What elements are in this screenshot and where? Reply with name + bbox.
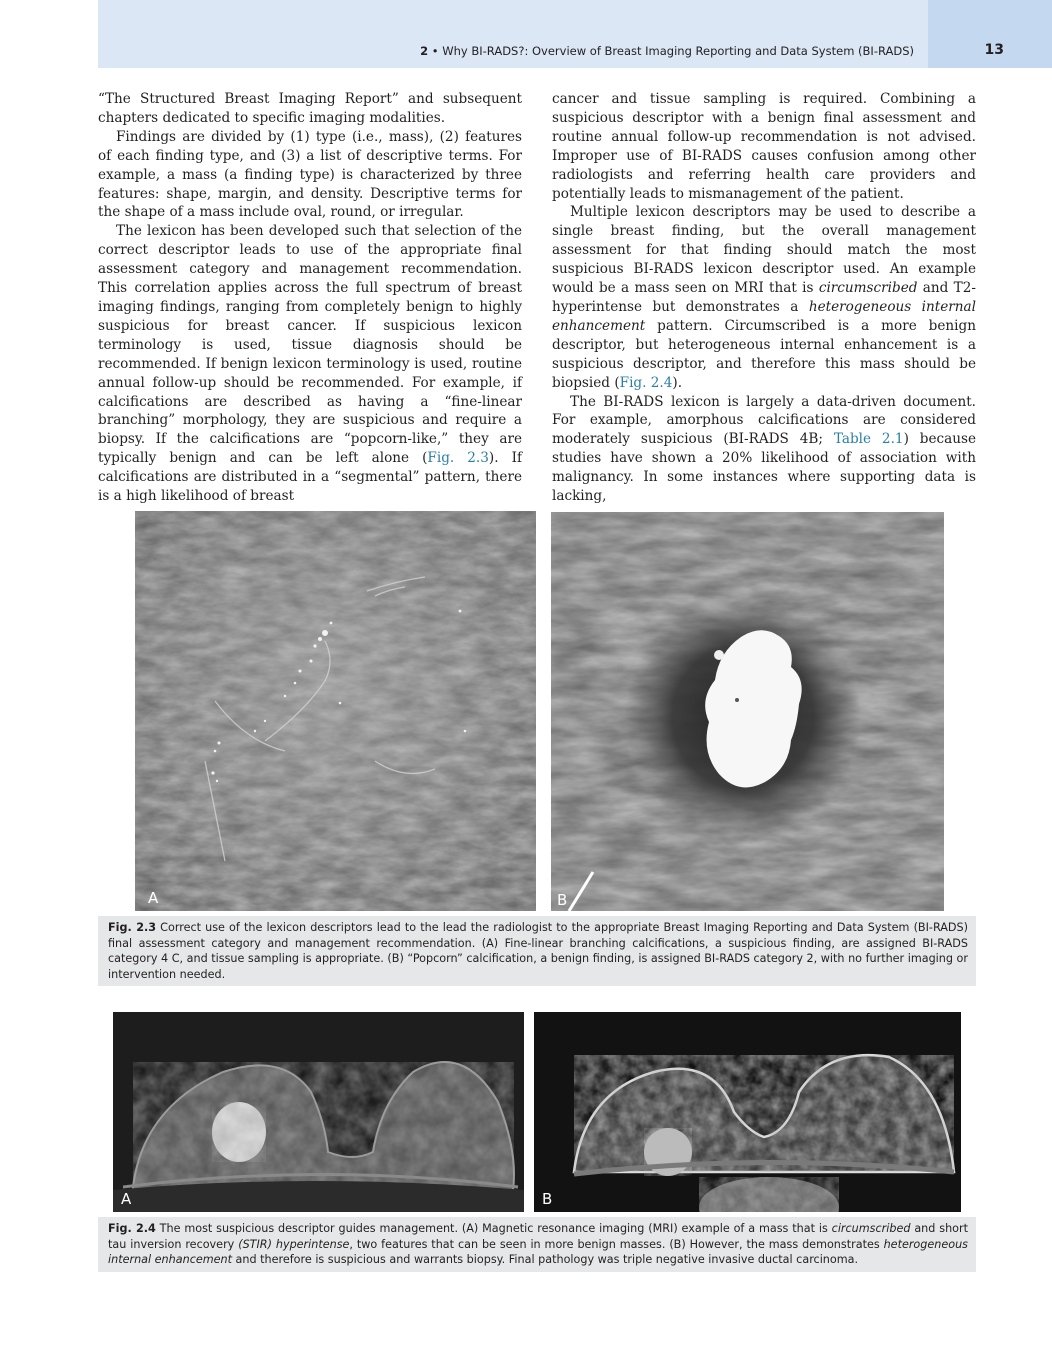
- figure-label: Fig. 2.3: [108, 921, 157, 934]
- caption-text: Correct use of the lexicon descriptors lead to the lead the radiologist to the appropriate Breast Imaging Reporting and Data System (BI-RADS) final assessment category and management recommendation. (A) Fine-linear branching calcifications, a suspicious finding, are assigned BI-RADS category 4 C, and tissue sampling is appropriate. (B) “Popcorn” calcification, a benign finding, is assigned BI-RADS category 2, with no further imaging or intervention needed.: [108, 921, 968, 981]
- paragraph-text: pattern. Circumscribed is a more benign descriptor, but heterogeneous internal enhancement is a suspicious descriptor, and therefore this mass should be biopsied (: [552, 317, 976, 391]
- mammogram-image-b: [551, 512, 944, 911]
- panel-letter-a: A: [121, 1190, 132, 1208]
- figure-caption-2-3: [98, 916, 976, 986]
- paragraph: cancer and tissue sampling is required. Combining a suspicious descriptor with a benign final assessment and routine annual follow-up recommendation is not advised. Improper use of BI-RADS causes confusion among other radiologists and referring health care providers and potentially leads to mismanagement of the patient.: [552, 91, 976, 202]
- caption-emphasis: (STIR) hyperintense: [238, 1237, 350, 1251]
- mammogram-image-a: [135, 511, 536, 911]
- paragraph: [552, 203, 976, 392]
- emphasis-text: heterogeneous internal enhancement: [552, 298, 976, 334]
- mri-image-a: [113, 1012, 524, 1212]
- caption-emphasis: circumscribed: [831, 1222, 911, 1235]
- figure-reference-link[interactable]: Fig. 2.3: [427, 450, 489, 467]
- paragraph-text: and T2-hyperintense but demonstrates a: [552, 280, 976, 315]
- table-reference-link[interactable]: Table 2.1: [833, 431, 904, 448]
- caption-text: , two features that can be seen in more benign masses. (B) However, the mass demonstrates: [349, 1237, 884, 1251]
- header-bullet: •: [431, 44, 439, 58]
- mri-image-b: [534, 1012, 961, 1212]
- caption-emphasis: heterogeneous internal enhancement: [108, 1237, 969, 1267]
- paragraph-text: The lexicon has been developed such that selection of the correct descriptor leads to use of the appropriate final assessment category and management recommendation. This correlation applies across the full spectrum of breast imaging findings, ranging from completely benign to highly suspicious for breast cancer. If suspicious lexicon terminology is used, tissue diagnosis should be recommended. If benign lexicon terminology is used, routine annual follow-up should be recommended. For example, if calcifications are described as having a “fine-linear branching” morphology, they are suspicious and require a biopsy. If the calcifications are “popcorn-like,” they are typically benign and can be left alone (: [98, 223, 522, 467]
- caption-text: and therefore is suspicious and warrants biopsy. Final pathology was triple negative invasive ductal carcinoma.: [231, 1253, 859, 1267]
- figure-caption-2-4: [98, 1217, 976, 1272]
- paragraph: [552, 393, 976, 506]
- paragraph: [98, 222, 522, 506]
- figure-label: Fig. 2.4: [108, 1222, 156, 1235]
- page-number: 13: [984, 42, 1004, 58]
- emphasis-text: circumscribed: [818, 280, 918, 297]
- paragraph-text: ) because studies have shown a 20% likelihood of association with malignancy. In some instances where supporting data is lacking,: [552, 431, 976, 505]
- paragraph: Findings are divided by (1) type (i.e., mass), (2) features of each finding type, and (3) a list of descriptive terms. For example, a mass (a finding type) is characterized by three features: shape, margin, and density. Descriptive terms for the shape of a mass include oval, round, or irregular.: [98, 128, 522, 221]
- paragraph-text: ). If calcifications are distributed in a “segmental” pattern, there is a high likelihood of breast: [98, 450, 522, 505]
- paragraph-text: The BI-RADS lexicon is largely a data-driven document. For example, amorphous calcifications are considered moderately suspicious (BI-RADS 4B;: [552, 393, 976, 448]
- running-head: [420, 44, 914, 58]
- paragraph-text: Multiple lexicon descriptors may be used to describe a single breast finding, but the overall management assessment for that finding should match the most suspicious BI-RADS lexicon descriptor used. An example would be a mass seen on MRI that is: [552, 204, 976, 297]
- chapter-number: 2: [420, 44, 429, 58]
- caption-text: The most suspicious descriptor guides management. (A) Magnetic resonance imaging (MRI) example of a mass that is: [155, 1222, 832, 1235]
- paragraph: “The Structured Breast Imaging Report” and subsequent chapters dedicated to specific imaging modalities.: [98, 91, 522, 126]
- paragraph-text: ).: [672, 374, 683, 391]
- body-column-left: [98, 90, 522, 506]
- panel-letter-a: A: [148, 889, 159, 907]
- caption-text: and short tau inversion recovery: [108, 1222, 969, 1251]
- figure-reference-link[interactable]: Fig. 2.4: [619, 374, 673, 391]
- chapter-title: Why BI-RADS?: Overview of Breast Imaging Reporting and Data System (BI-RADS): [442, 44, 914, 58]
- body-column-right: [552, 90, 976, 506]
- panel-letter-b: B: [542, 1190, 553, 1208]
- panel-letter-b: B: [557, 891, 568, 909]
